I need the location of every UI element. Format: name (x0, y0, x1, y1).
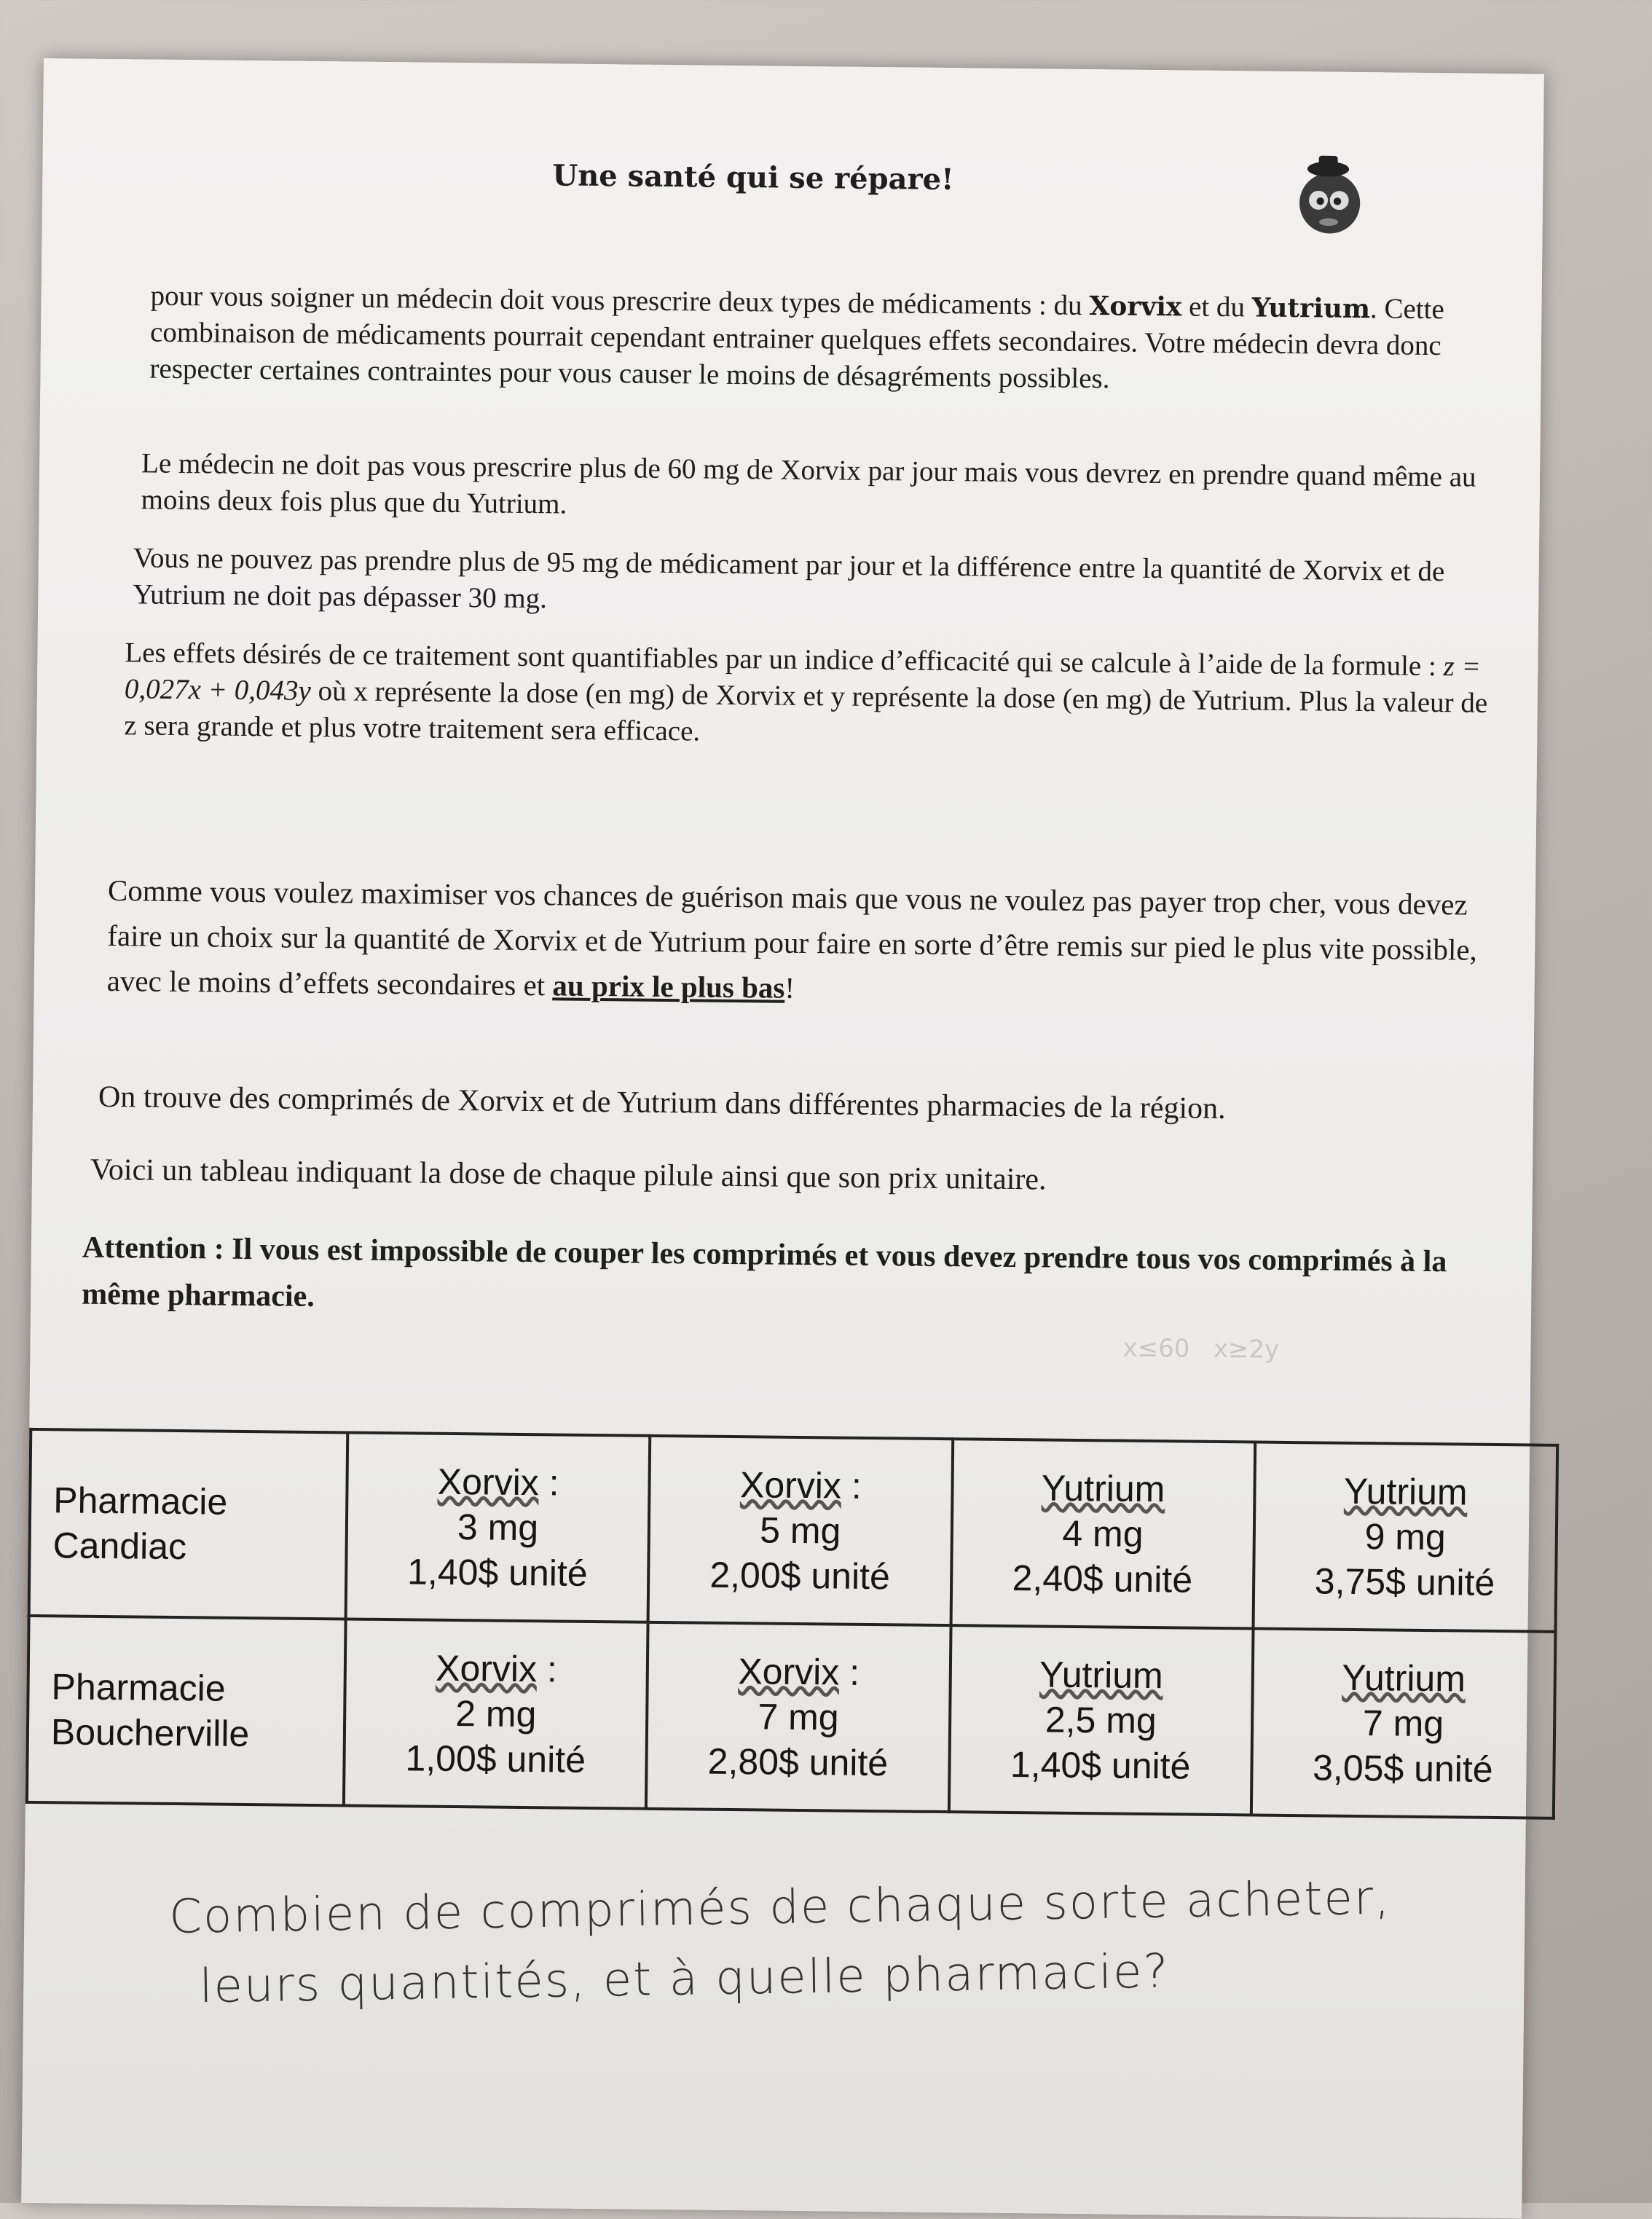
efficacy-text-1: Les effets désirés de ce traitement sont quantifiables par un indice d’efficacité qui se calcule à l’aide de la formule : (125, 637, 1444, 683)
yutrium-bold: Yutrium (1251, 292, 1371, 325)
intro-text-1: pour vous soigner un médecin doit vous prescrire deux types de médicaments : du (150, 280, 1090, 322)
product-cell: Xorvix : 5 mg 2,00$ unité (648, 1436, 953, 1625)
faint-pencil-marks: x≤60 x≥2y (1122, 1333, 1280, 1364)
handwritten-line-1: Combien de comprimés de chaque sorte acheter, (168, 1871, 1392, 1944)
pharmacy-label: Pharmacie (52, 1480, 228, 1523)
worksheet-page (21, 58, 1544, 2218)
pharmacy-city: Candiac (52, 1525, 187, 1568)
product-dose: 2 mg (455, 1693, 537, 1735)
product-name: Yutrium (1041, 1467, 1165, 1510)
product-dose: 7 mg (1362, 1702, 1444, 1745)
product-name: Yutrium (1039, 1654, 1164, 1697)
product-name: Xorvix (739, 1464, 842, 1507)
product-dose: 3 mg (457, 1507, 539, 1549)
product-dose: 2,5 mg (1045, 1699, 1157, 1742)
product-name: Yutrium (1342, 1657, 1466, 1700)
product-price: 1,40$ unité (1010, 1744, 1191, 1787)
product-cell (948, 1625, 1253, 1815)
intro-paragraph (149, 278, 1505, 401)
goal-text-2: ! (784, 970, 795, 1005)
product-cell: Xorvix : 3 mg 1,40$ unité (346, 1432, 650, 1622)
product-name: Xorvix (738, 1651, 840, 1693)
attention-paragraph: Attention : Il vous est impossible de couper les comprimés et vous devez prendre tous vos comprimés à la même pharmacie. (81, 1230, 1447, 1313)
pharmacy-name-cell (27, 1616, 346, 1806)
efficacy-paragraph (124, 635, 1494, 758)
pharmacies-paragraph: On trouve des comprimés de Xorvix et de Yutrium dans différentes pharmacies de la région. (98, 1080, 1226, 1126)
intro-text-3: . Cette combinaison de médicaments pourrait cependant entrainer quelques effets secondaires. Votre médecin devra donc respecter certaines contraintes pour vous causer le moins de désagréments possibles. (149, 293, 1445, 395)
xorvix-bold: Xorvix (1089, 291, 1182, 323)
intro-text-2: et du (1181, 291, 1252, 323)
product-name: Yutrium (1343, 1470, 1468, 1513)
product-price: 1,00$ unité (405, 1737, 586, 1780)
product-cell: Xorvix : 7 mg 2,80$ unité (646, 1622, 951, 1812)
product-dose: 4 mg (1062, 1512, 1144, 1555)
product-price: 3,05$ unité (1312, 1747, 1493, 1790)
pharmacy-label: Pharmacie (51, 1666, 226, 1709)
product-cell (1251, 1629, 1556, 1818)
handwritten-line-2: leurs quantités, et à quelle pharmacie? (199, 1944, 1170, 2014)
table-row (27, 1616, 1556, 1818)
pharmacy-name-cell (29, 1429, 348, 1619)
product-price: 2,40$ unité (1012, 1558, 1193, 1601)
product-cell (1253, 1442, 1557, 1632)
product-dose: 7 mg (758, 1696, 839, 1738)
pharmacy-city: Boucherville (50, 1711, 250, 1755)
goal-text-1: Comme vous voulez maximiser vos chances de guérison mais que vous ne voulez pas payer trop cher, vous devez faire un choix sur la quantité de Xorvix et de Yutrium pour faire en sorte d’être remis sur pied le plus vite possible, avec le moins d’effets secondaires et (106, 873, 1478, 1002)
constraint-paragraph-1: Le médecin ne doit pas vous prescrire plus de 60 mg de Xorvix par jour mais vous devrez en prendre quand même au moins deux fois plus que du Yutrium. (141, 447, 1476, 520)
goal-paragraph (106, 868, 1492, 1018)
constraint-paragraph-2: Vous ne pouvez pas prendre plus de 95 mg de médicament par jour et la différence entre la quantité de Xorvix et de Yutrium ne doit pas dépasser 30 mg. (133, 542, 1445, 615)
product-price: 1,40$ unité (406, 1551, 588, 1594)
handwritten-question (169, 1863, 1393, 2022)
product-dose: 5 mg (759, 1509, 841, 1552)
product-cell: Xorvix : 2 mg 1,00$ unité (344, 1619, 648, 1808)
product-price: 2,00$ unité (709, 1554, 891, 1598)
efficacy-formula: z = 0,027x + 0,043y (124, 651, 1482, 707)
product-price: 3,75$ unité (1314, 1560, 1495, 1603)
table-intro-paragraph: Voici un tableau indiquant la dose de chaque pilule ainsi que son prix unitaire. (90, 1152, 1047, 1197)
product-price: 2,80$ unité (707, 1740, 889, 1784)
efficacy-text-2: où x représente la dose (en mg) de Xorvix et y représente la dose (en mg) de Yutrium. Plus la valeur de z sera grande et plus votre traitement sera efficace. (124, 675, 1488, 747)
product-name: Xorvix (435, 1647, 538, 1690)
table-row (29, 1429, 1558, 1632)
mascot-illustration (1280, 148, 1375, 243)
product-dose: 9 mg (1364, 1516, 1447, 1558)
product-name: Xorvix (437, 1461, 540, 1504)
pharmacy-price-table (25, 1428, 1559, 1820)
page-title: Une santé qui se répare! (552, 158, 954, 197)
product-cell (951, 1439, 1255, 1628)
lowest-price-emphasis: au prix le plus bas (552, 968, 785, 1005)
